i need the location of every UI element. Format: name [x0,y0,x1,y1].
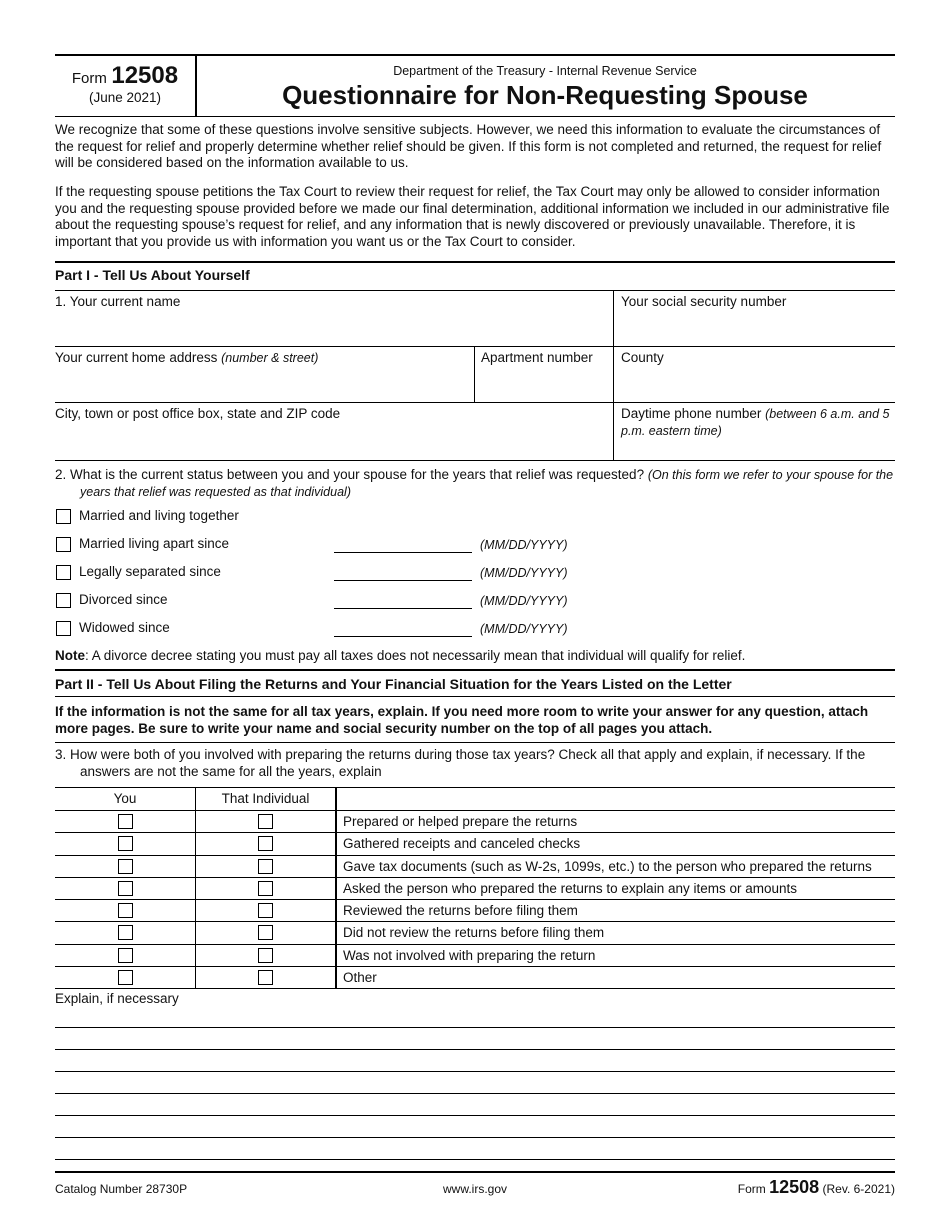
explain-line[interactable] [55,1027,895,1028]
you-cell [55,945,196,966]
top-rule [55,54,895,56]
divorced-checkbox[interactable] [56,593,71,608]
apartment-field[interactable] [481,350,611,400]
explain-line[interactable] [55,1159,895,1160]
individual-checkbox[interactable] [258,881,273,896]
you-cell [55,900,196,921]
individual-checkbox[interactable] [258,948,273,963]
status-label: Divorced since [79,592,168,607]
table-header [55,787,895,811]
question-hint: (On this form we refer to your spouse for the years that relief was requested as that individual) [80,468,894,499]
widowed-date-input[interactable] [334,636,472,637]
question-3: 3. How were both of you involved with preparing the returns during those tax years? Check all that apply and explain, if necessary. If the answers are not the same for all the years, explain [55,747,866,779]
part2-instructions: If the information is not the same for all tax years, explain. If you need more room to write your answer for any question, attach more pages. Be sure to write your name and social security number on the top of all pages you attach. [55,704,869,736]
field-hint: (number & street) [221,351,319,365]
note-text: : A divorce decree stating you must pay all taxes does not necessarily mean that individual will qualify for relief. [85,648,746,663]
field-label: City, town or post office box, state and ZIP code [55,406,341,421]
individual-cell [196,856,337,877]
divider [55,346,895,347]
field-label: Daytime phone number [621,406,762,421]
you-cell [55,922,196,943]
you-checkbox[interactable] [118,836,133,851]
table-row [55,833,895,855]
separated-checkbox[interactable] [56,565,71,580]
date-hint: (MM/DD/YYYY) [480,538,568,552]
individual-checkbox[interactable] [258,925,273,940]
field-label: Your current home address [55,350,218,365]
explain-line[interactable] [55,1093,895,1094]
divider [55,261,895,263]
individual-checkbox[interactable] [258,814,273,829]
revision: (Rev. 6-2021) [822,1182,895,1196]
divider [55,460,895,461]
row-label: Asked the person who prepared the returns to explain any items or amounts [343,880,798,896]
individual-cell [196,900,337,921]
table-row [55,945,895,967]
divider [55,669,895,671]
column-header-you: You [55,788,196,810]
note [55,648,745,665]
table-row [55,878,895,900]
ssn-field[interactable] [621,294,895,344]
form-number: 12508 [111,62,179,89]
table-row [55,811,895,833]
individual-checkbox[interactable] [258,836,273,851]
status-label: Widowed since [79,620,170,635]
field-label: 1. Your current name [55,294,181,309]
row-label: Gave tax documents (such as W-2s, 1099s, etc.) to the person who prepared the returns [343,858,872,874]
you-cell [55,811,196,832]
field-hint: (between 6 a.m. and 5 p.m. eastern time) [621,407,890,438]
table-row [55,967,895,989]
row-label: Did not review the returns before filing them [343,925,605,941]
widowed-checkbox[interactable] [56,621,71,636]
county-field[interactable] [621,350,895,400]
address-field[interactable] [55,350,471,400]
separated-date-input[interactable] [334,580,472,581]
you-cell [55,856,196,877]
individual-cell [196,922,337,943]
row-label: Reviewed the returns before filing them [343,903,578,919]
field-label: County [621,350,664,365]
status-label: Married and living together [79,508,239,523]
question-text: 2. What is the current status between you and your spouse for the years that relief was requested? [55,467,645,482]
you-checkbox[interactable] [118,903,133,918]
table-row [55,856,895,878]
field-label: Your social security number [621,294,787,309]
column-header-individual: That Individual [196,788,337,810]
part1-heading: Part I - Tell Us About Yourself [55,267,250,283]
table-row [55,922,895,944]
form-label: Form [737,1182,766,1196]
you-checkbox[interactable] [118,881,133,896]
website: www.irs.gov [442,1182,507,1196]
row-label: Other [343,970,377,986]
you-checkbox[interactable] [118,814,133,829]
divider [474,346,475,402]
divider [55,290,895,291]
note-label: Note [55,648,85,663]
form-number: 12508 [769,1177,820,1197]
intro-paragraph: We recognize that some of these questions involve sensitive subjects. However, we need this information to evaluate the circumstances of the request for relief and properly determine whether relief should be given. If this form is not completed and returned, the request for relief will be considered based on the information available to us. [55,122,882,170]
form-label: Form [71,70,107,87]
married-apart-checkbox[interactable] [56,537,71,552]
row-label: Prepared or helped prepare the returns [343,814,578,829]
date-hint: (MM/DD/YYYY) [480,566,568,580]
date-hint: (MM/DD/YYYY) [480,594,568,608]
divider [55,742,895,743]
explain-line[interactable] [55,1049,895,1050]
you-checkbox[interactable] [118,859,133,874]
individual-checkbox[interactable] [258,903,273,918]
married-together-checkbox[interactable] [56,509,71,524]
individual-checkbox[interactable] [258,859,273,874]
divider [55,696,895,697]
form-date: (June 2021) [88,90,162,105]
involvement-table [55,787,895,989]
footer-form-id [738,1177,895,1198]
explain-line[interactable] [55,1137,895,1138]
date-hint: (MM/DD/YYYY) [480,622,568,636]
you-checkbox[interactable] [118,925,133,940]
footer-rule [55,1171,895,1173]
divorced-date-input[interactable] [334,608,472,609]
married-apart-date-input[interactable] [334,552,472,553]
divider [55,402,895,403]
header-bottom-rule [55,116,895,117]
you-cell [55,833,196,854]
individual-cell [196,833,337,854]
status-label: Married living apart since [79,536,230,551]
row-label: Gathered receipts and canceled checks [343,836,581,852]
question-2 [55,467,897,500]
you-cell [55,878,196,899]
you-checkbox[interactable] [118,948,133,963]
individual-cell [196,878,337,899]
intro-paragraph: If the requesting spouse petitions the Tax Court to review their request for relief, the Tax Court may only be allowed to consider information you and the requesting spouse provided before we made our final determination, additional information we included in our administrative file about the requesting spouse’s request for relief, and any information that is newly discovered or previously unavailable. Therefore, it is important that you provide us with information you want us or the Tax Court to consider. [55,184,890,249]
agency: Department of the Treasury - Internal Revenue Service [393,64,697,78]
phone-field[interactable] [621,406,897,458]
individual-checkbox[interactable] [258,970,273,985]
page-title: Questionnaire for Non-Requesting Spouse [282,80,808,110]
catalog-number: Catalog Number 28730P [55,1182,188,1196]
individual-cell [196,811,337,832]
individual-cell [196,945,337,966]
explain-line[interactable] [55,1071,895,1072]
field-label: Apartment number [481,350,593,365]
table-row [55,900,895,922]
status-label: Legally separated since [79,564,221,579]
divider [613,290,614,460]
you-checkbox[interactable] [118,970,133,985]
form-id [55,62,195,105]
individual-cell [196,967,337,988]
you-cell [55,967,196,988]
row-label: Was not involved with preparing the return [343,947,596,963]
explain-label: Explain, if necessary [55,991,179,1006]
part2-heading: Part II - Tell Us About Filing the Returns and Your Financial Situation for the Years Listed on the Letter [55,676,732,692]
city-field[interactable] [55,406,610,458]
header-divider [195,55,197,116]
current-name-field[interactable] [55,294,610,344]
explain-line[interactable] [55,1115,895,1116]
